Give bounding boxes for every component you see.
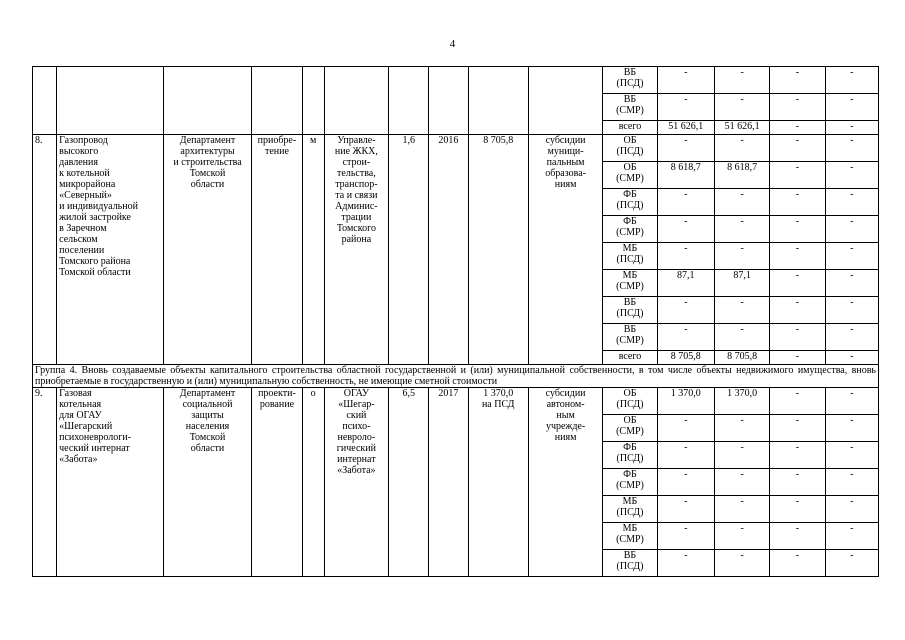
funding-value-total: 87,1: [657, 270, 714, 297]
group-title: Группа 4. Вновь создаваемые объекты капитального строительства областной государственной и (или) муниципальной собственности, в том числе объекты недвижимого имущества, вновь приобретаемые в государственную и (или) муниципальную собственность, не имеющие сметной стоимости: [33, 365, 879, 388]
continued-developer-cell: [324, 67, 388, 135]
funding-source: ФБ (ПСД): [603, 442, 657, 469]
funding-value-total: -: [657, 324, 714, 351]
funding-value-y2: -: [770, 442, 825, 469]
funding-value-y1: -: [714, 523, 769, 550]
funding-source: МБ (ПСД): [603, 496, 657, 523]
funding-value-y1: -: [714, 67, 769, 94]
funding-source: МБ (ПСД): [603, 243, 657, 270]
continued-capacity-cell: [389, 67, 429, 135]
funding-value-y3: -: [825, 351, 878, 365]
object-customer: Департамент социальной защиты населения Томской области: [163, 388, 252, 577]
funding-value-y3: -: [825, 270, 878, 297]
continued-form-cell: [528, 67, 602, 135]
funding-value-y3: -: [825, 388, 878, 415]
object-action: проекти- рование: [252, 388, 302, 577]
funding-source: МБ (СМР): [603, 523, 657, 550]
object-unit: о: [302, 388, 324, 577]
funding-value-y1: -: [714, 216, 769, 243]
funding-value-total: -: [657, 523, 714, 550]
funding-value-total: 1 370,0: [657, 388, 714, 415]
funding-value-total: 8 618,7: [657, 162, 714, 189]
object-cost: 1 370,0 на ПСД: [468, 388, 528, 577]
continued-year-cell: [429, 67, 468, 135]
funding-source: ОБ (ПСД): [603, 135, 657, 162]
funding-value-y2: -: [770, 297, 825, 324]
funding-value-total: -: [657, 243, 714, 270]
funding-value-y3: -: [825, 94, 878, 121]
funding-value-total: -: [657, 94, 714, 121]
table-row: [33, 135, 879, 162]
funding-value-y3: -: [825, 496, 878, 523]
funding-value-y3: -: [825, 189, 878, 216]
funding-value-y2: -: [770, 121, 825, 135]
funding-value-y2: -: [770, 162, 825, 189]
funding-value-y1: 51 626,1: [714, 121, 769, 135]
funding-value-total: -: [657, 496, 714, 523]
continued-unit-cell: [302, 67, 324, 135]
funding-value-y3: -: [825, 415, 878, 442]
funding-source: ФБ (ПСД): [603, 189, 657, 216]
funding-value-y2: -: [770, 388, 825, 415]
funding-value-y2: -: [770, 496, 825, 523]
funding-total-label: всего: [603, 121, 657, 135]
funding-value-y2: -: [770, 469, 825, 496]
funding-value-y3: -: [825, 135, 878, 162]
funding-value-y2: -: [770, 324, 825, 351]
continued-cost-cell: [468, 67, 528, 135]
funding-value-y2: -: [770, 243, 825, 270]
object-number: 9.: [33, 388, 57, 577]
funding-value-y1: -: [714, 496, 769, 523]
funding-value-y1: 1 370,0: [714, 388, 769, 415]
funding-value-y2: -: [770, 216, 825, 243]
object-funding-form: субсидии автоном- ным учрежде- ниям: [528, 388, 602, 577]
funding-value-y2: -: [770, 270, 825, 297]
funding-value-y2: -: [770, 523, 825, 550]
group-header-row: [33, 365, 879, 388]
object-unit: м: [302, 135, 324, 365]
funding-value-y1: -: [714, 243, 769, 270]
funding-value-y1: -: [714, 442, 769, 469]
object-number: 8.: [33, 135, 57, 365]
object-developer: ОГАУ «Шегар- ский психо- невроло- гический интернат «Забота»: [324, 388, 388, 577]
funding-value-y2: -: [770, 351, 825, 365]
object-year: 2016: [429, 135, 468, 365]
funding-value-y1: 8 705,8: [714, 351, 769, 365]
funding-value-y3: -: [825, 469, 878, 496]
funding-value-total: -: [657, 67, 714, 94]
funding-source: ФБ (СМР): [603, 216, 657, 243]
funding-value-total: -: [657, 442, 714, 469]
funding-value-total: -: [657, 469, 714, 496]
funding-value-y3: -: [825, 324, 878, 351]
funding-source: МБ (СМР): [603, 270, 657, 297]
object-capacity: 1,6: [389, 135, 429, 365]
continued-name-cell: [57, 67, 164, 135]
funding-value-y3: -: [825, 121, 878, 135]
funding-value-y3: -: [825, 523, 878, 550]
funding-value-y2: -: [770, 94, 825, 121]
object-action: приобре- тение: [252, 135, 302, 365]
object-name: Газопровод высокого давления к котельной микрорайона «Северный» и индивидуальной жилой застройке в Заречном сельском поселении Томского района Томской области: [57, 135, 164, 365]
funding-value-y1: -: [714, 297, 769, 324]
funding-value-y3: -: [825, 243, 878, 270]
funding-value-total: -: [657, 415, 714, 442]
funding-total-label: всего: [603, 351, 657, 365]
funding-value-total: -: [657, 216, 714, 243]
funding-source: ВБ (СМР): [603, 94, 657, 121]
funding-value-total: -: [657, 189, 714, 216]
funding-source: ОБ (СМР): [603, 162, 657, 189]
funding-value-y3: -: [825, 67, 878, 94]
funding-value-y3: -: [825, 216, 878, 243]
investment-objects-table: [32, 66, 879, 577]
object-cost: 8 705,8: [468, 135, 528, 365]
funding-value-y1: 87,1: [714, 270, 769, 297]
funding-value-y1: -: [714, 189, 769, 216]
funding-source: ОБ (ПСД): [603, 388, 657, 415]
funding-value-total: -: [657, 135, 714, 162]
funding-value-total: 8 705,8: [657, 351, 714, 365]
table-row: [33, 388, 879, 415]
funding-value-total: 51 626,1: [657, 121, 714, 135]
funding-source: ФБ (СМР): [603, 469, 657, 496]
object-customer: Департамент архитектуры и строительства Томской области: [163, 135, 252, 365]
page-number: 4: [449, 38, 456, 50]
funding-value-y3: -: [825, 297, 878, 324]
object-funding-form: субсидии муници- пальным образова- ниям: [528, 135, 602, 365]
funding-value-y1: 8 618,7: [714, 162, 769, 189]
funding-value-y1: -: [714, 135, 769, 162]
funding-value-y3: -: [825, 162, 878, 189]
continued-num-cell: [33, 67, 57, 135]
funding-value-y2: -: [770, 415, 825, 442]
funding-value-y1: -: [714, 94, 769, 121]
object-developer: Управле- ние ЖКХ, строи- тельства, транспор- та и связи Админис- трации Томского района: [324, 135, 388, 365]
funding-value-y3: -: [825, 442, 878, 469]
funding-value-y2: -: [770, 135, 825, 162]
table-row: [33, 67, 879, 94]
object-capacity: 6,5: [389, 388, 429, 577]
funding-source: ВБ (ПСД): [603, 67, 657, 94]
funding-value-total: -: [657, 550, 714, 577]
continued-action-cell: [252, 67, 302, 135]
funding-value-y2: -: [770, 189, 825, 216]
funding-source: ВБ (ПСД): [603, 297, 657, 324]
object-year: 2017: [429, 388, 468, 577]
funding-value-y2: -: [770, 550, 825, 577]
funding-source: ОБ (СМР): [603, 415, 657, 442]
funding-value-y3: -: [825, 550, 878, 577]
funding-value-y1: -: [714, 550, 769, 577]
funding-source: ВБ (СМР): [603, 324, 657, 351]
funding-value-total: -: [657, 297, 714, 324]
funding-value-y1: -: [714, 469, 769, 496]
funding-value-y2: -: [770, 67, 825, 94]
funding-value-y1: -: [714, 324, 769, 351]
funding-value-y1: -: [714, 415, 769, 442]
continued-customer-cell: [163, 67, 252, 135]
object-name: Газовая котельная для ОГАУ «Шегарский психоневрологи- ческий интернат «Забота»: [57, 388, 164, 577]
funding-source: ВБ (ПСД): [603, 550, 657, 577]
